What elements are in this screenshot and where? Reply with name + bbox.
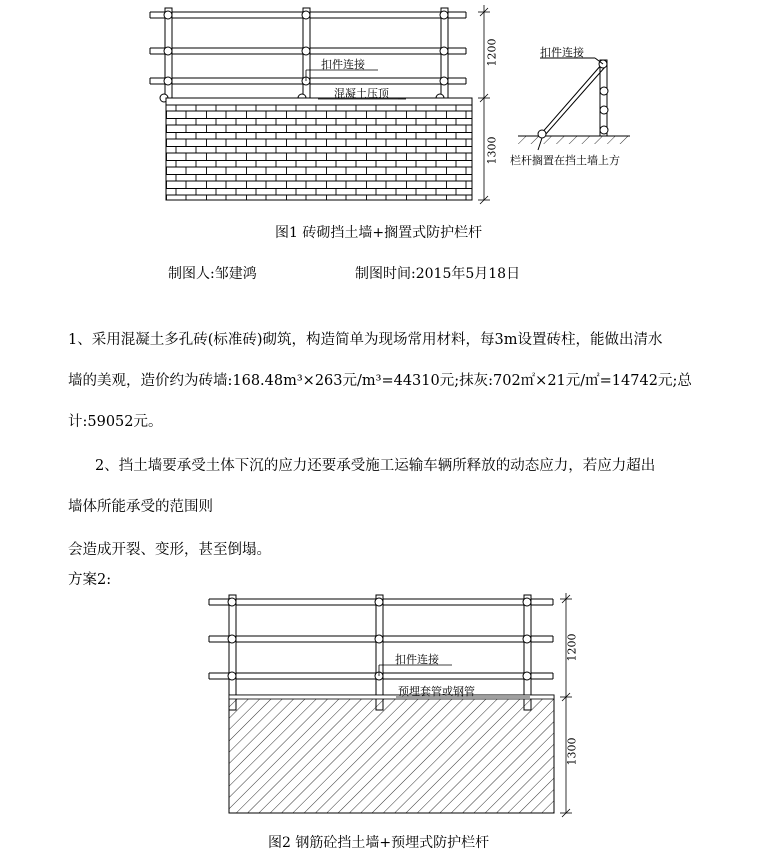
fig2-dimension [560,593,572,817]
fig1-side-label-rest: 栏杆搁置在挡土墙上方 [510,154,620,167]
paragraph-2-line-1: 2、挡土墙要承受土体下沉的应力还要承受施工运输车辆所释放的动态应力，若应力超出 [95,458,656,474]
paragraph-1-line-1: 1、采用混凝土多孔砖(标准砖)砌筑，构造简单为现场常用材料，每3m设置砖柱，能做出清水 [68,332,663,348]
concrete-wall-railing-diagram [0,585,772,825]
paragraph-1-line-3: 计:59052元。 [68,414,163,430]
brick-wall [166,105,472,200]
fig1-label-connector: 扣件连接 [321,58,365,71]
paragraph-2-line-2: 墙体所能承受的范围则 [68,499,213,515]
fig2-posts [229,595,531,710]
paragraph-1-line-2: 墙的美观，造价约为砖墙:168.48m³×263元/m³=44310元;抹灰:702㎡×21元/㎡=14742元;总 [68,373,692,389]
fig2-dim-top: 1200 [565,633,579,662]
fig1-dim-bottom: 1300 [485,136,499,165]
fig2-label-sleeve: 预埋套管或钢管 [398,685,475,698]
paragraph-2-line-3: 会造成开裂、变形，甚至倒塌。 [68,542,271,558]
figure-1-drawing [0,0,772,215]
fig1-side-detail [518,58,630,150]
fig1-dim-top: 1200 [485,38,499,67]
figure-2-drawing [0,585,772,825]
date-line: 制图时间:2015年5月18日 [355,266,521,282]
fig2-label-connector: 扣件连接 [395,653,439,666]
author-line: 制图人:邹建鸿 [168,266,257,282]
scheme-2-heading: 方案2: [68,572,112,588]
figure-2-caption: 图2 钢筋砼挡土墙+预埋式防护栏杆 [268,835,490,851]
fig1-label-cap: 混凝土压顶 [334,87,389,100]
fig1-dimension [478,5,490,204]
concrete-wall [229,695,554,813]
fig1-side-label-connector: 扣件连接 [540,46,584,59]
brick-wall-railing-diagram [0,0,772,215]
fig2-dim-bottom: 1300 [565,737,579,766]
figure-1-caption: 图1 砖砌挡土墙+搁置式防护栏杆 [275,225,483,241]
